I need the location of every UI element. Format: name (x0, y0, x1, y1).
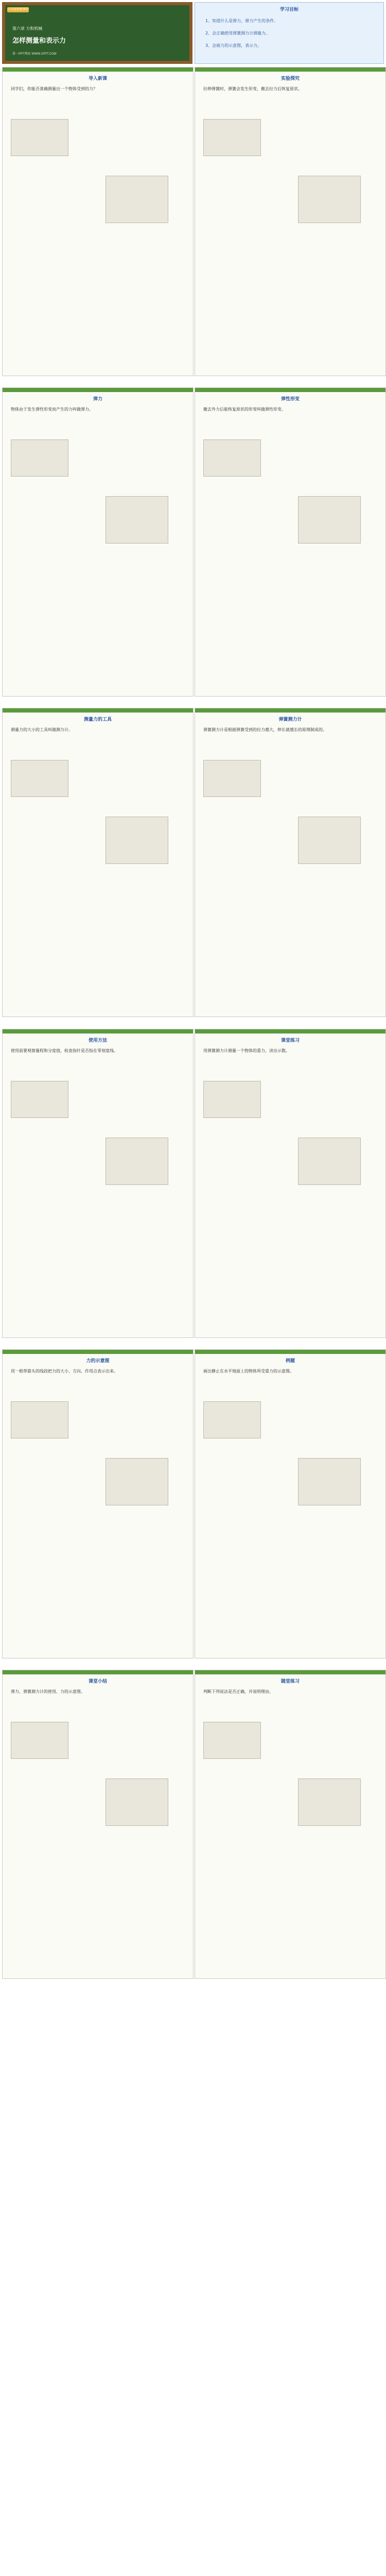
goal-item: 1、知道什么是弹力，弹力产生的条件。 (205, 19, 278, 23)
slide-body-text: 拉伸弹簧时，弹簧会发生形变，撤去拉力后恢复原状。 (203, 87, 302, 91)
slide-header-bar (3, 388, 193, 392)
slide-body-text: 判断下列说法是否正确，并说明理由。 (203, 1689, 273, 1694)
slide-header-bar (3, 1350, 193, 1354)
slide-section-title: 随堂练习 (280, 1679, 300, 1684)
slide-body-text: 弹簧测力计是根据弹簧受到的拉力越大，伸长就越长的原理制成的。 (203, 727, 327, 733)
slide-illustration (106, 176, 168, 223)
slide-body-text: 弹力、弹簧测力计的使用、力的示意图。 (11, 1689, 85, 1694)
slide-section-title: 弹力 (93, 396, 102, 402)
content-slide (195, 387, 386, 697)
slide-header-bar (3, 1670, 193, 1674)
content-slide (195, 708, 386, 1017)
slide-illustration (106, 817, 168, 864)
slide-illustration (203, 1081, 261, 1118)
slide-illustration (203, 760, 261, 797)
goals-title: 学习目标 (279, 7, 299, 12)
slide-body-text: 物体由于发生弹性形变而产生的力叫做弹力。 (11, 407, 93, 412)
slide-body-text: 画出静止在水平地面上的物体所受重力的示意图。 (203, 1368, 294, 1374)
slide-illustration (298, 1138, 361, 1185)
slide-body-text: 测量力的大小的工具叫做测力计。 (11, 727, 73, 733)
slide-section-title: 弹簧测力计 (278, 717, 302, 722)
cover-publisher: 第一PPT网站 WWW.1PPT.COM (12, 53, 57, 56)
cover-slide (2, 2, 192, 64)
slide-header-bar (195, 1029, 385, 1033)
slide-section-title: 测量力的工具 (83, 717, 112, 722)
content-slide (195, 1349, 386, 1658)
content-slide (2, 1029, 194, 1338)
slide-header-bar (195, 708, 385, 713)
slide-illustration (11, 119, 68, 156)
slide-illustration (298, 176, 361, 223)
slide-header-bar (195, 388, 385, 392)
slide-section-title: 课堂练习 (280, 1037, 300, 1043)
slide-illustration (11, 1081, 68, 1118)
slide-body-text: 用弹簧测力计测量一个物体的重力，读出示数。 (203, 1048, 290, 1053)
slide-section-title: 导入新课 (88, 76, 107, 81)
slide-illustration (298, 1458, 361, 1505)
slide-illustration (298, 817, 361, 864)
slide-body-text: 用一根带箭头的线段把力的大小、方向、作用点表示出来。 (11, 1368, 118, 1374)
slide-illustration (203, 439, 261, 477)
slide-illustration (11, 1401, 68, 1438)
slide-section-title: 力的示意图 (86, 1358, 110, 1363)
slide-body-text: 撤去外力后能恢复原状的形变叫做弹性形变。 (203, 407, 286, 412)
slide-illustration (298, 496, 361, 544)
slide-section-title: 课堂小结 (88, 1679, 107, 1684)
goals-slide (195, 2, 384, 64)
slide-header-bar (3, 708, 193, 713)
content-slide (2, 67, 194, 376)
content-slide (195, 1670, 386, 1979)
slide-illustration (106, 1458, 168, 1505)
goal-item: 2、会正确使用弹簧测力计测量力。 (205, 31, 270, 36)
cover-logo: 九年级物理课件 (7, 8, 29, 11)
content-slide (195, 67, 386, 376)
cover-chapter: 第六章 力和机械 (12, 26, 43, 31)
content-slide (2, 1349, 194, 1658)
slide-header-bar (3, 67, 193, 72)
slide-illustration (106, 496, 168, 544)
slide-illustration (203, 1722, 261, 1759)
slide-header-bar (195, 67, 385, 72)
slide-section-title: 实验探究 (280, 76, 300, 81)
slide-body-text: 使用前要观察量程和分度值，检查指针是否指在零刻度线。 (11, 1048, 118, 1053)
slide-header-bar (195, 1670, 385, 1674)
slide-illustration (11, 439, 68, 477)
slide-illustration (11, 760, 68, 797)
slide-illustration (203, 1401, 261, 1438)
slide-body-text: 同学们，你能否准确测量出一个物体受到的力？ (11, 87, 97, 91)
slide-illustration (106, 1778, 168, 1826)
slide-section-title: 例题 (285, 1358, 295, 1363)
slide-section-title: 弹性形变 (280, 396, 300, 402)
slide-section-title: 使用方法 (88, 1037, 107, 1043)
content-slide (2, 387, 194, 697)
slide-header-bar (3, 1029, 193, 1033)
slide-illustration (106, 1138, 168, 1185)
content-slide (2, 1670, 194, 1979)
goal-item: 3、会画力的示意图，表示力。 (205, 43, 262, 48)
slide-illustration (11, 1722, 68, 1759)
cover-title: 怎样测量和表示力 (12, 37, 66, 45)
content-slide (195, 1029, 386, 1338)
slide-header-bar (195, 1350, 385, 1354)
slide-illustration (203, 119, 261, 156)
content-slide (2, 708, 194, 1017)
slide-illustration (298, 1778, 361, 1826)
